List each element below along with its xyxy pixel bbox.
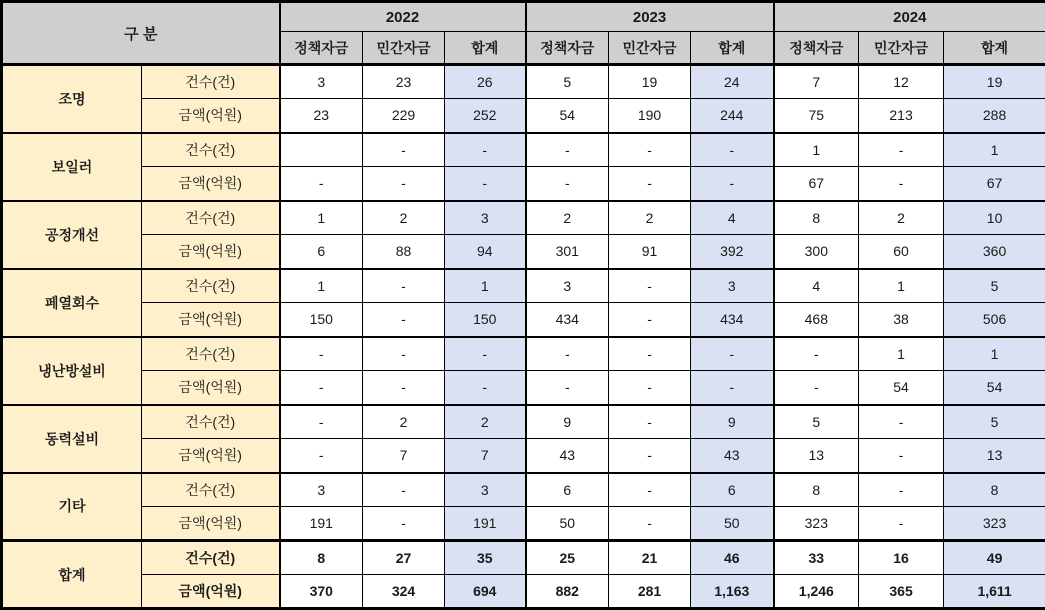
value-cell: - — [609, 303, 691, 337]
value-cell: 324 — [363, 575, 445, 609]
value-cell: 434 — [526, 303, 609, 337]
value-cell: 38 — [859, 303, 944, 337]
value-cell: 281 — [609, 575, 691, 609]
value-cell: - — [363, 133, 445, 167]
sum-value-cell: 3 — [445, 473, 526, 507]
value-cell: 8 — [774, 201, 859, 235]
metric-amount-cell: 금액(억원) — [142, 99, 280, 133]
value-cell: - — [609, 133, 691, 167]
year-header-2024: 2024 — [774, 2, 1045, 32]
col-header-private-fund: 민간자금 — [363, 32, 445, 65]
value-cell: 91 — [609, 235, 691, 269]
value-cell: 1,246 — [774, 575, 859, 609]
metric-amount-cell: 금액(억원) — [142, 167, 280, 201]
value-cell: 33 — [774, 541, 859, 575]
table-header — [2, 2, 1045, 65]
metric-count-cell: 건수(건) — [142, 337, 280, 371]
value-cell: 5 — [774, 405, 859, 439]
value-cell: - — [609, 269, 691, 303]
value-cell: 88 — [363, 235, 445, 269]
value-cell: 190 — [609, 99, 691, 133]
category-cell: 공정개선 — [2, 201, 142, 269]
value-cell: 365 — [859, 575, 944, 609]
sum-value-cell: 252 — [445, 99, 526, 133]
sum-value-cell: - — [691, 371, 774, 405]
value-cell: 23 — [363, 65, 445, 99]
value-cell: - — [526, 337, 609, 371]
sum-value-cell: 50 — [691, 507, 774, 541]
value-cell: - — [774, 371, 859, 405]
sum-value-cell: 244 — [691, 99, 774, 133]
value-cell: 67 — [774, 167, 859, 201]
value-cell: 3 — [280, 473, 363, 507]
sum-value-cell: 3 — [445, 201, 526, 235]
col-header-total: 합계 — [445, 32, 526, 65]
value-cell: 300 — [774, 235, 859, 269]
sum-value-cell: 13 — [944, 439, 1045, 473]
sum-value-cell: - — [691, 337, 774, 371]
category-cell: 페열회수 — [2, 269, 142, 337]
value-cell: 2 — [526, 201, 609, 235]
value-cell: 43 — [526, 439, 609, 473]
value-cell: - — [526, 371, 609, 405]
corner-header: 구 분 — [2, 2, 280, 65]
value-cell: 16 — [859, 541, 944, 575]
value-cell: 2 — [859, 201, 944, 235]
col-header-private-fund: 민간자금 — [609, 32, 691, 65]
value-cell: 50 — [526, 507, 609, 541]
metric-count-cell: 건수(건) — [142, 201, 280, 235]
col-header-policy-fund: 정책자금 — [774, 32, 859, 65]
value-cell: 1 — [859, 269, 944, 303]
sum-value-cell: 6 — [691, 473, 774, 507]
value-cell: 8 — [774, 473, 859, 507]
value-cell: 323 — [774, 507, 859, 541]
category-cell: 보일러 — [2, 133, 142, 201]
value-cell: - — [609, 507, 691, 541]
sum-value-cell: - — [445, 337, 526, 371]
value-cell: 4 — [774, 269, 859, 303]
year-header-2023: 2023 — [526, 2, 774, 32]
col-header-total: 합계 — [691, 32, 774, 65]
sum-value-cell: 7 — [445, 439, 526, 473]
metric-amount-cell: 금액(억원) — [142, 235, 280, 269]
value-cell: - — [363, 167, 445, 201]
value-cell: 60 — [859, 235, 944, 269]
value-cell: - — [609, 371, 691, 405]
value-cell: 1 — [280, 201, 363, 235]
sum-value-cell: 323 — [944, 507, 1045, 541]
sum-value-cell: 24 — [691, 65, 774, 99]
value-cell: - — [526, 133, 609, 167]
value-cell: - — [774, 337, 859, 371]
value-cell — [280, 133, 363, 167]
metric-amount-cell: 금액(억원) — [142, 507, 280, 541]
value-cell: - — [526, 167, 609, 201]
category-cell: 냉난방설비 — [2, 337, 142, 405]
sum-value-cell: 1,611 — [944, 575, 1045, 609]
value-cell: - — [280, 167, 363, 201]
value-cell: - — [859, 405, 944, 439]
metric-count-cell: 건수(건) — [142, 541, 280, 575]
sum-value-cell: 2 — [445, 405, 526, 439]
value-cell: 2 — [609, 201, 691, 235]
sum-value-cell: 10 — [944, 201, 1045, 235]
sum-value-cell: 3 — [691, 269, 774, 303]
value-cell: - — [280, 371, 363, 405]
value-cell: 9 — [526, 405, 609, 439]
sum-value-cell: 1,163 — [691, 575, 774, 609]
value-cell: 8 — [280, 541, 363, 575]
table-body — [2, 65, 1045, 609]
value-cell: - — [859, 439, 944, 473]
value-cell: 27 — [363, 541, 445, 575]
value-cell: 882 — [526, 575, 609, 609]
value-cell: - — [859, 167, 944, 201]
sum-value-cell: 360 — [944, 235, 1045, 269]
value-cell: 2 — [363, 405, 445, 439]
value-cell: - — [363, 337, 445, 371]
sum-value-cell: 5 — [944, 405, 1045, 439]
value-cell: 3 — [526, 269, 609, 303]
value-cell: - — [859, 473, 944, 507]
sum-value-cell: - — [691, 133, 774, 167]
total-category-cell: 합계 — [2, 541, 142, 609]
value-cell: 6 — [526, 473, 609, 507]
sum-value-cell: 191 — [445, 507, 526, 541]
metric-count-cell: 건수(건) — [142, 269, 280, 303]
sum-value-cell: 1 — [944, 337, 1045, 371]
sum-value-cell: 49 — [944, 541, 1045, 575]
value-cell: - — [363, 473, 445, 507]
value-cell: 191 — [280, 507, 363, 541]
value-cell: 7 — [363, 439, 445, 473]
value-cell: - — [609, 405, 691, 439]
sum-value-cell: 94 — [445, 235, 526, 269]
sum-value-cell: - — [445, 167, 526, 201]
year-header-2022: 2022 — [280, 2, 526, 32]
metric-amount-cell: 금액(억원) — [142, 303, 280, 337]
sum-value-cell: 19 — [944, 65, 1045, 99]
value-cell: - — [609, 337, 691, 371]
value-cell: 23 — [280, 99, 363, 133]
value-cell: - — [363, 507, 445, 541]
value-cell: 19 — [609, 65, 691, 99]
value-cell: 6 — [280, 235, 363, 269]
value-cell: - — [363, 371, 445, 405]
sum-value-cell: 67 — [944, 167, 1045, 201]
category-cell: 동력설비 — [2, 405, 142, 473]
sum-value-cell: 43 — [691, 439, 774, 473]
sum-value-cell: 694 — [445, 575, 526, 609]
metric-amount-cell: 금액(억원) — [142, 575, 280, 609]
value-cell: 13 — [774, 439, 859, 473]
value-cell: - — [859, 507, 944, 541]
sum-value-cell: 26 — [445, 65, 526, 99]
sum-value-cell: 288 — [944, 99, 1045, 133]
sum-value-cell: 150 — [445, 303, 526, 337]
sum-value-cell: - — [445, 133, 526, 167]
value-cell: 7 — [774, 65, 859, 99]
metric-amount-cell: 금액(억원) — [142, 371, 280, 405]
category-cell: 조명 — [2, 65, 142, 133]
value-cell: 213 — [859, 99, 944, 133]
sum-value-cell: 1 — [445, 269, 526, 303]
sum-value-cell: 434 — [691, 303, 774, 337]
value-cell: 150 — [280, 303, 363, 337]
sum-value-cell: 8 — [944, 473, 1045, 507]
sum-value-cell: 35 — [445, 541, 526, 575]
value-cell: 5 — [526, 65, 609, 99]
value-cell: 1 — [280, 269, 363, 303]
value-cell: 229 — [363, 99, 445, 133]
value-cell: 54 — [526, 99, 609, 133]
metric-count-cell: 건수(건) — [142, 473, 280, 507]
sum-value-cell: 9 — [691, 405, 774, 439]
sum-value-cell: 392 — [691, 235, 774, 269]
category-cell: 기타 — [2, 473, 142, 541]
value-cell: - — [609, 473, 691, 507]
metric-count-cell: 건수(건) — [142, 405, 280, 439]
value-cell: 12 — [859, 65, 944, 99]
value-cell: - — [609, 167, 691, 201]
col-header-total: 합계 — [944, 32, 1045, 65]
value-cell: 54 — [859, 371, 944, 405]
value-cell: - — [609, 439, 691, 473]
value-cell: 1 — [774, 133, 859, 167]
sum-value-cell: 46 — [691, 541, 774, 575]
value-cell: 301 — [526, 235, 609, 269]
value-cell: - — [280, 439, 363, 473]
value-cell: 2 — [363, 201, 445, 235]
value-cell: 370 — [280, 575, 363, 609]
sum-value-cell: - — [445, 371, 526, 405]
col-header-policy-fund: 정책자금 — [526, 32, 609, 65]
sum-value-cell: - — [691, 167, 774, 201]
sum-value-cell: 4 — [691, 201, 774, 235]
col-header-policy-fund: 정책자금 — [280, 32, 363, 65]
value-cell: - — [280, 405, 363, 439]
sum-value-cell: 5 — [944, 269, 1045, 303]
metric-count-cell: 건수(건) — [142, 133, 280, 167]
value-cell: - — [363, 303, 445, 337]
value-cell: - — [280, 337, 363, 371]
metric-count-cell: 건수(건) — [142, 65, 280, 99]
value-cell: 1 — [859, 337, 944, 371]
value-cell: - — [363, 269, 445, 303]
value-cell: - — [859, 133, 944, 167]
value-cell: 75 — [774, 99, 859, 133]
value-cell: 21 — [609, 541, 691, 575]
metric-amount-cell: 금액(억원) — [142, 439, 280, 473]
sum-value-cell: 1 — [944, 133, 1045, 167]
col-header-private-fund: 민간자금 — [859, 32, 944, 65]
sum-value-cell: 506 — [944, 303, 1045, 337]
value-cell: 25 — [526, 541, 609, 575]
value-cell: 3 — [280, 65, 363, 99]
value-cell: 468 — [774, 303, 859, 337]
sum-value-cell: 54 — [944, 371, 1045, 405]
